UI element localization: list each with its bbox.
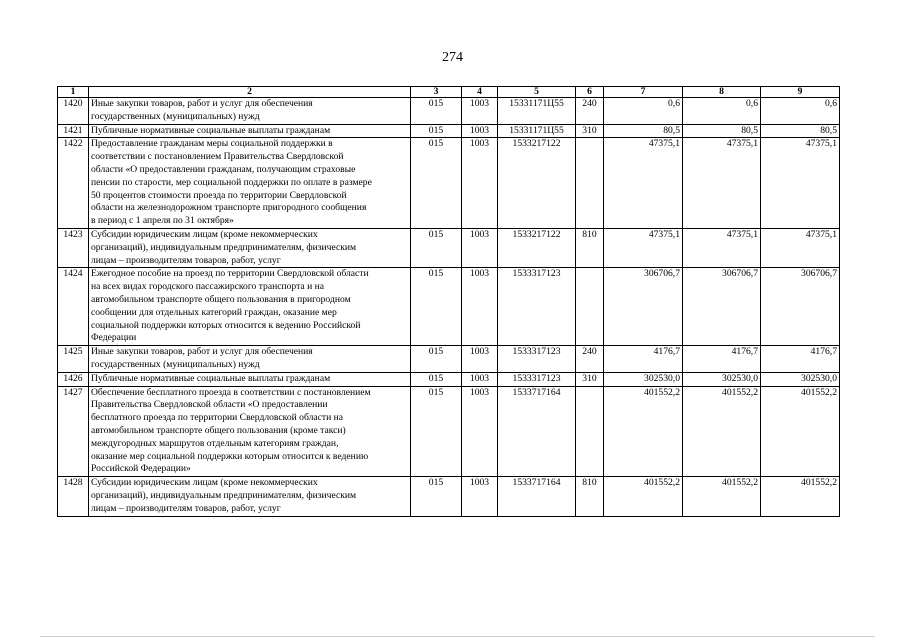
- description-line: области на железнодорожном транспорте пригородного сообщения: [91, 202, 367, 214]
- row-number: 1426: [58, 372, 89, 386]
- page-number: 274: [442, 50, 463, 65]
- description-line: оказание мер социальной поддержки которым относится к ведению: [91, 450, 369, 462]
- admin-code: 015: [411, 346, 462, 373]
- row-description: [89, 98, 411, 125]
- description-line: Обеспечение бесплатного проезда в соответствии с постановлением: [91, 386, 371, 398]
- amount-col-9: 306706,7: [761, 268, 840, 346]
- amount-col-7: 401552,2: [604, 386, 683, 477]
- admin-code: 015: [411, 477, 462, 516]
- admin-code: 015: [411, 228, 462, 267]
- amount-col-7: 80,5: [604, 124, 683, 138]
- description-line: организаций), индивидуальным предпринимателям, физическим: [91, 489, 357, 501]
- description-line: Публичные нормативные социальные выплаты гражданам: [91, 124, 331, 136]
- admin-code: 015: [411, 386, 462, 477]
- section-code: 1003: [462, 228, 498, 267]
- row-description: [89, 268, 411, 346]
- description-line: государственных (муниципальных) нужд: [91, 358, 260, 370]
- scan-edge-line: [40, 636, 875, 637]
- expense-type-code: 310: [576, 372, 604, 386]
- target-article-code: 15331171Ц55: [498, 98, 576, 125]
- amount-col-7: 0,6: [604, 98, 683, 125]
- description-line: Субсидии юридическим лицам (кроме некоммерческих: [91, 477, 318, 489]
- row-description: [89, 477, 411, 516]
- column-header: 3: [411, 87, 462, 98]
- row-number: 1421: [58, 124, 89, 138]
- section-code: 1003: [462, 372, 498, 386]
- description-line: пенсии по старости, мер социальной поддержки по оплате в размере: [91, 176, 372, 188]
- table-row: [58, 124, 840, 138]
- row-description: [89, 372, 411, 386]
- amount-col-8: 401552,2: [683, 386, 761, 477]
- amount-col-9: 401552,2: [761, 477, 840, 516]
- description-line: государственных (муниципальных) нужд: [91, 110, 260, 122]
- description-line: автомобильном транспорте общего пользования в пригородном: [91, 293, 351, 305]
- target-article-code: 1533217122: [498, 228, 576, 267]
- amount-col-9: 80,5: [761, 124, 840, 138]
- description-line: на всех видах городского пассажирского транспорта и на: [91, 281, 324, 293]
- amount-col-9: 47375,1: [761, 228, 840, 267]
- expense-type-code: [576, 268, 604, 346]
- column-header: 4: [462, 87, 498, 98]
- column-header: 9: [761, 87, 840, 98]
- amount-col-8: 306706,7: [683, 268, 761, 346]
- amount-col-8: 47375,1: [683, 138, 761, 229]
- description-line: междугородных маршрутов отдельным категориям граждан,: [91, 437, 339, 449]
- amount-col-7: 302530,0: [604, 372, 683, 386]
- expense-type-code: 240: [576, 98, 604, 125]
- row-number: 1423: [58, 228, 89, 267]
- row-description: [89, 228, 411, 267]
- description-line: Правительства Свердловской области «О предоставлении: [91, 399, 328, 411]
- row-description: [89, 124, 411, 138]
- table-row: [58, 386, 840, 477]
- table-row: [58, 138, 840, 229]
- table-row: [58, 346, 840, 373]
- amount-col-9: 4176,7: [761, 346, 840, 373]
- admin-code: 015: [411, 268, 462, 346]
- description-line: Федерации: [91, 332, 137, 344]
- admin-code: 015: [411, 138, 462, 229]
- description-line: социальной поддержки которых относится к ведению Российской: [91, 319, 361, 331]
- description-line: организаций), индивидуальным предпринимателям, физическим: [91, 241, 357, 253]
- amount-col-9: 401552,2: [761, 386, 840, 477]
- column-header: 8: [683, 87, 761, 98]
- column-number-header: [58, 87, 840, 98]
- amount-col-8: 80,5: [683, 124, 761, 138]
- amount-col-8: 401552,2: [683, 477, 761, 516]
- amount-col-9: 0,6: [761, 98, 840, 125]
- amount-col-9: 302530,0: [761, 372, 840, 386]
- row-number: 1428: [58, 477, 89, 516]
- table-row: [58, 268, 840, 346]
- row-description: [89, 386, 411, 477]
- column-header: 6: [576, 87, 604, 98]
- section-code: 1003: [462, 346, 498, 373]
- table-row: [58, 372, 840, 386]
- column-header: 1: [58, 87, 89, 98]
- description-line: сообщении для отдельных категорий граждан, оказание мер: [91, 306, 337, 318]
- budget-table: [57, 86, 840, 517]
- expense-type-code: 810: [576, 228, 604, 267]
- section-code: 1003: [462, 268, 498, 346]
- description-line: автомобильном транспорте общего пользования (кроме такси): [91, 424, 346, 436]
- description-line: Иные закупки товаров, работ и услуг для обеспечения: [91, 346, 313, 358]
- description-line: лицам – производителям товаров, работ, услуг: [91, 254, 281, 266]
- amount-col-9: 47375,1: [761, 138, 840, 229]
- row-description: [89, 346, 411, 373]
- expense-type-code: 810: [576, 477, 604, 516]
- description-line: Субсидии юридическим лицам (кроме некоммерческих: [91, 228, 318, 240]
- row-number: 1427: [58, 386, 89, 477]
- expense-type-code: [576, 138, 604, 229]
- row-number: 1424: [58, 268, 89, 346]
- row-description: [89, 138, 411, 229]
- description-line: 50 процентов стоимости проезда по территории Свердловской: [91, 189, 347, 201]
- section-code: 1003: [462, 138, 498, 229]
- section-code: 1003: [462, 386, 498, 477]
- amount-col-7: 47375,1: [604, 228, 683, 267]
- row-number: 1420: [58, 98, 89, 125]
- amount-col-8: 4176,7: [683, 346, 761, 373]
- amount-col-7: 47375,1: [604, 138, 683, 229]
- column-header: 2: [89, 87, 411, 98]
- admin-code: 015: [411, 372, 462, 386]
- description-line: Иные закупки товаров, работ и услуг для обеспечения: [91, 98, 313, 109]
- description-line: бесплатного проезда по территории Свердловской области на: [91, 412, 344, 424]
- target-article-code: 1533717164: [498, 477, 576, 516]
- column-header: 5: [498, 87, 576, 98]
- section-code: 1003: [462, 98, 498, 125]
- table-row: [58, 98, 840, 125]
- amount-col-8: 47375,1: [683, 228, 761, 267]
- target-article-code: 1533317123: [498, 268, 576, 346]
- amount-col-7: 401552,2: [604, 477, 683, 516]
- row-number: 1425: [58, 346, 89, 373]
- table-row: [58, 228, 840, 267]
- description-line: соответствии с постановлением Правительства Свердловской: [91, 151, 344, 163]
- description-line: Российской Федерации»: [91, 463, 191, 475]
- description-line: Предоставление гражданам меры социальной поддержки в: [91, 138, 333, 150]
- amount-col-7: 306706,7: [604, 268, 683, 346]
- target-article-code: 1533317123: [498, 372, 576, 386]
- description-line: в период с 1 апреля по 31 октября»: [91, 215, 234, 227]
- table-row: [58, 477, 840, 516]
- admin-code: 015: [411, 124, 462, 138]
- amount-col-8: 302530,0: [683, 372, 761, 386]
- description-line: Публичные нормативные социальные выплаты гражданам: [91, 372, 331, 384]
- description-line: Ежегодное пособие на проезд по территории Свердловской области: [91, 268, 369, 280]
- column-header: 7: [604, 87, 683, 98]
- description-line: области «О предоставлении гражданам, получающим страховые: [91, 163, 356, 175]
- section-code: 1003: [462, 124, 498, 138]
- amount-col-8: 0,6: [683, 98, 761, 125]
- expense-type-code: [576, 386, 604, 477]
- expense-type-code: 310: [576, 124, 604, 138]
- target-article-code: 1533717164: [498, 386, 576, 477]
- section-code: 1003: [462, 477, 498, 516]
- target-article-code: 15331171Ц55: [498, 124, 576, 138]
- description-line: лицам – производителям товаров, работ, услуг: [91, 502, 281, 514]
- target-article-code: 1533317123: [498, 346, 576, 373]
- table-body: [58, 98, 840, 517]
- admin-code: 015: [411, 98, 462, 125]
- row-number: 1422: [58, 138, 89, 229]
- amount-col-7: 4176,7: [604, 346, 683, 373]
- expense-type-code: 240: [576, 346, 604, 373]
- target-article-code: 1533217122: [498, 138, 576, 229]
